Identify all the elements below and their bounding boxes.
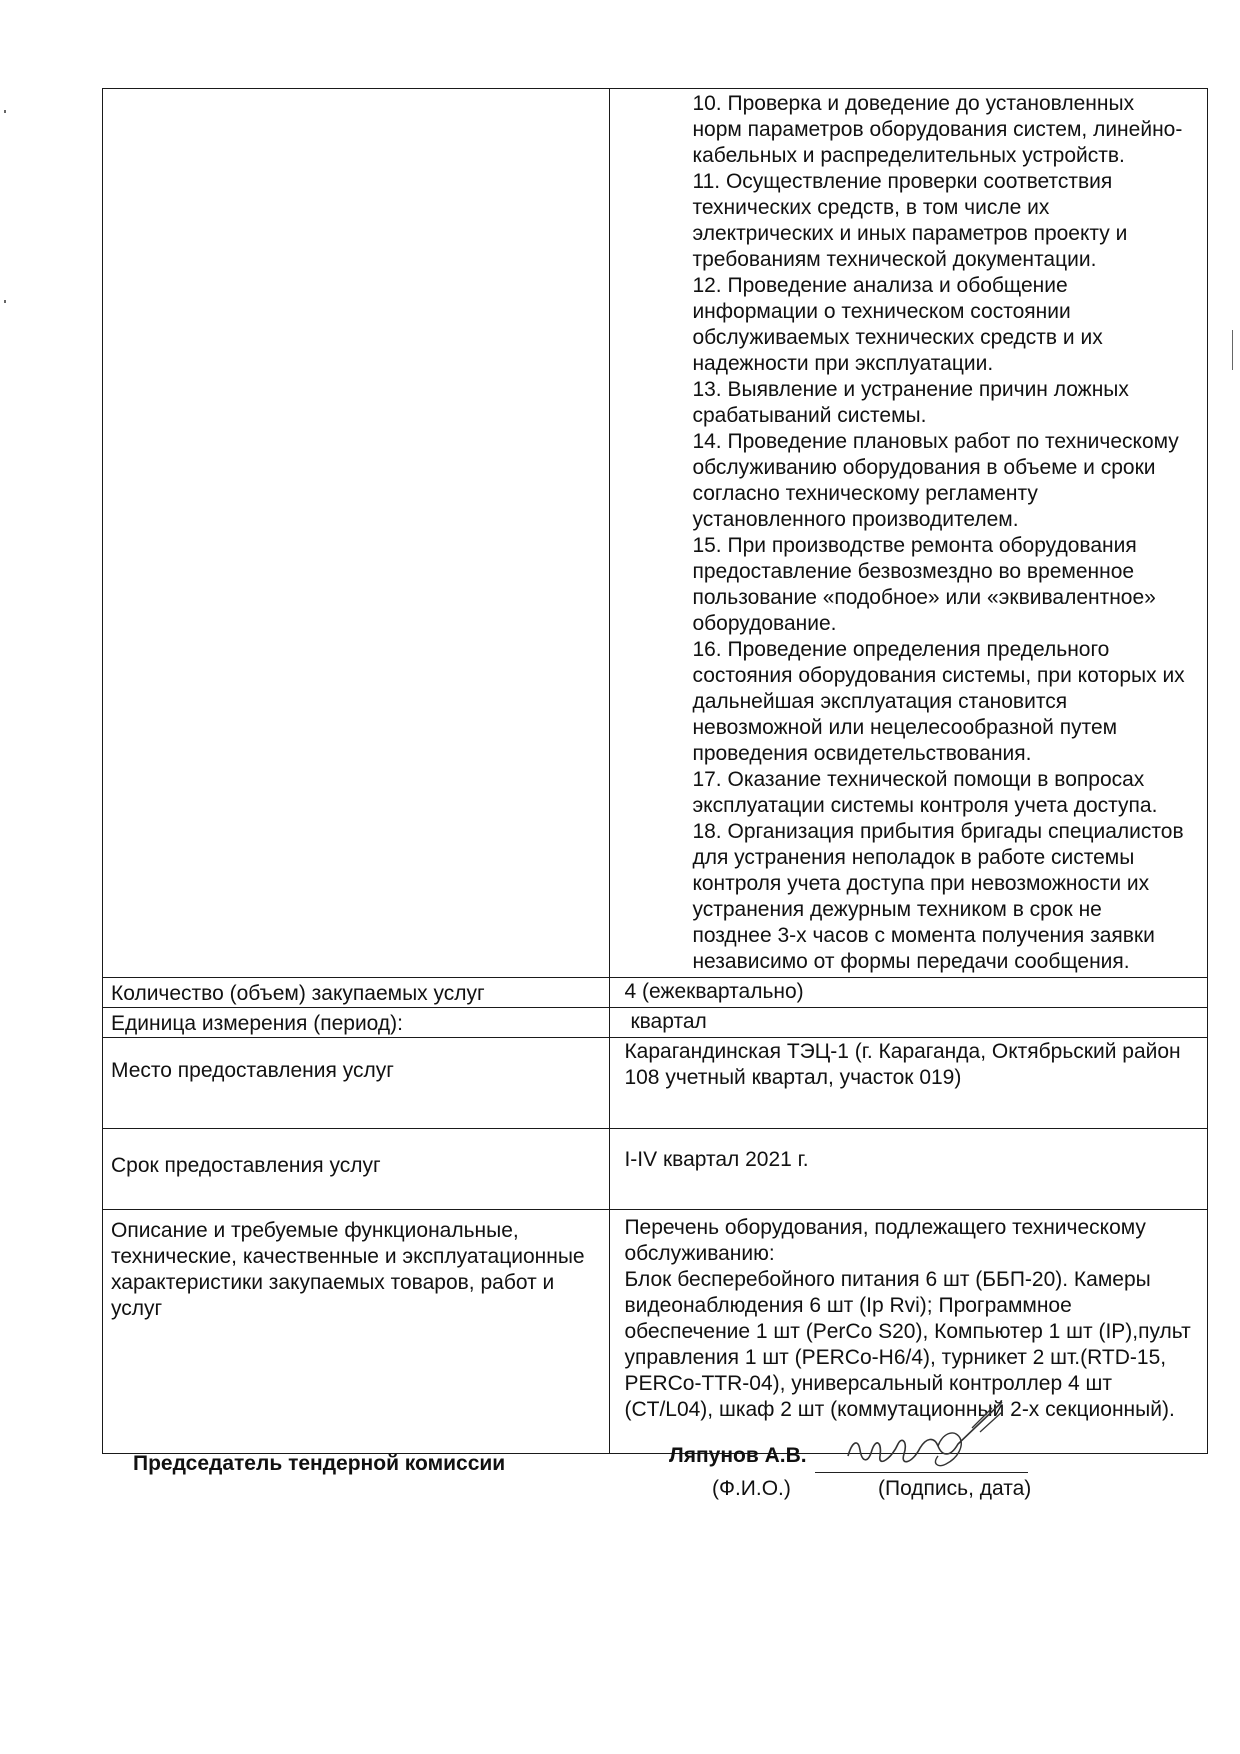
task-text: Проверка и доведение до установленных норм параметров оборудования систем, линейно-кабельных и распределительных устройств. — [692, 92, 1183, 167]
task-text: Проведение анализа и обобщение информации о техническом состоянии обслуживаемых технических средств и их надежности при эксплуатации. — [692, 274, 1103, 375]
scan-edge-mark — [4, 300, 6, 303]
place-label: Место предоставления услуг — [103, 1038, 610, 1129]
tasks-list — [610, 89, 1207, 977]
task-number: 12. — [692, 274, 722, 297]
task-number: 13. — [692, 378, 722, 401]
description-row — [103, 1210, 1208, 1454]
task-text: Оказание технической помощи в вопросах эксплуатации системы контроля учета доступа. — [692, 768, 1158, 817]
unit-row — [103, 1008, 1208, 1038]
term-label: Срок предоставления услуг — [103, 1129, 610, 1210]
task-text: При производстве ремонта оборудования предоставление безвозмездно во временное пользование «подобное» или «эквивалентное» оборудование. — [692, 534, 1156, 635]
task-text: Проведение плановых работ по техническому обслуживанию оборудования в объеме и сроки согласно техническому регламенту установленного производителем. — [692, 430, 1179, 531]
tasks-cell — [610, 89, 1208, 978]
task-number: 14. — [692, 430, 722, 453]
task-item — [688, 637, 1185, 767]
term-value: I-IV квартал 2021 г. — [610, 1129, 1208, 1210]
scan-edge-mark — [4, 110, 6, 113]
task-item — [688, 533, 1185, 637]
task-number: 15. — [692, 534, 722, 557]
task-number: 10. — [692, 92, 722, 115]
equipment-intro: Перечень оборудования, подлежащего техническому обслуживанию: — [624, 1216, 1146, 1265]
task-item — [688, 767, 1185, 819]
task-number: 17. — [692, 768, 722, 791]
task-number: 16. — [692, 638, 722, 661]
handwritten-signature — [842, 1398, 1012, 1488]
task-text: Выявление и устранение причин ложных срабатываний системы. — [692, 378, 1129, 427]
task-number: 11. — [692, 170, 721, 193]
unit-label: Единица измерения (период): — [103, 1008, 610, 1038]
unit-value: квартал — [610, 1008, 1208, 1038]
description-label: Описание и требуемые функциональные, технические, качественные и эксплуатационные характеристики закупаемых товаров, работ и услуг — [103, 1210, 610, 1454]
scan-edge-mark — [1232, 330, 1233, 370]
place-row — [103, 1038, 1208, 1129]
signature-date-caption: (Подпись, дата) — [878, 1477, 1032, 1500]
tasks-label-cell — [103, 89, 610, 978]
task-text: Осуществление проверки соответствия технических средств, в том числе их электрических и иных параметров проекту и требованиям технической документации. — [692, 170, 1128, 271]
place-value: Карагандинская ТЭЦ-1 (г. Караганда, Октябрьский район 108 учетный квартал, участок 019) — [610, 1038, 1208, 1129]
specification-table — [102, 88, 1208, 1454]
quantity-value: 4 (ежеквартально) — [610, 978, 1208, 1008]
term-row — [103, 1129, 1208, 1210]
quantity-label: Количество (объем) закупаемых услуг — [103, 978, 610, 1008]
quantity-row — [103, 978, 1208, 1008]
task-text: Проведение определения предельного состояния оборудования системы, при которых их дальнейшая эксплуатация становится невозможной или нецелесообразной путем проведения освидетельствования. — [692, 638, 1185, 765]
chairman-name: Ляпунов А.В. — [669, 1444, 807, 1467]
chairman-title: Председатель тендерной комиссии — [133, 1452, 506, 1475]
task-number: 18. — [692, 820, 722, 843]
task-item — [688, 273, 1185, 377]
task-item — [688, 429, 1185, 533]
equipment-list: Блок бесперебойного питания 6 шт (ББП-20). Камеры видеонаблюдения 6 шт (Ip Rvi); Программное обеспечение 1 шт (PerCo S20), Компьютер 1 шт (IP),пульт управления 1 шт (PERCo-H6/4), турникет 2 шт.(RTD-15, PERCo-TTR-04), универсальный контроллер 4 шт (CT/L04), шкаф 2 шт (коммутационный 2-х секционный). — [624, 1268, 1191, 1421]
task-text: Организация прибытия бригады специалистов для устранения неполадок в работе системы контроля учета доступа при невозможности их устранения дежурным техником в срок не позднее 3-х часов с момента получения заявки независимо от формы передачи сообщения. — [692, 820, 1184, 973]
task-item — [688, 377, 1185, 429]
fio-caption: (Ф.И.О.) — [712, 1477, 791, 1500]
task-item — [688, 169, 1185, 273]
tasks-row — [103, 89, 1208, 978]
task-item — [688, 819, 1185, 975]
task-item — [688, 91, 1185, 169]
